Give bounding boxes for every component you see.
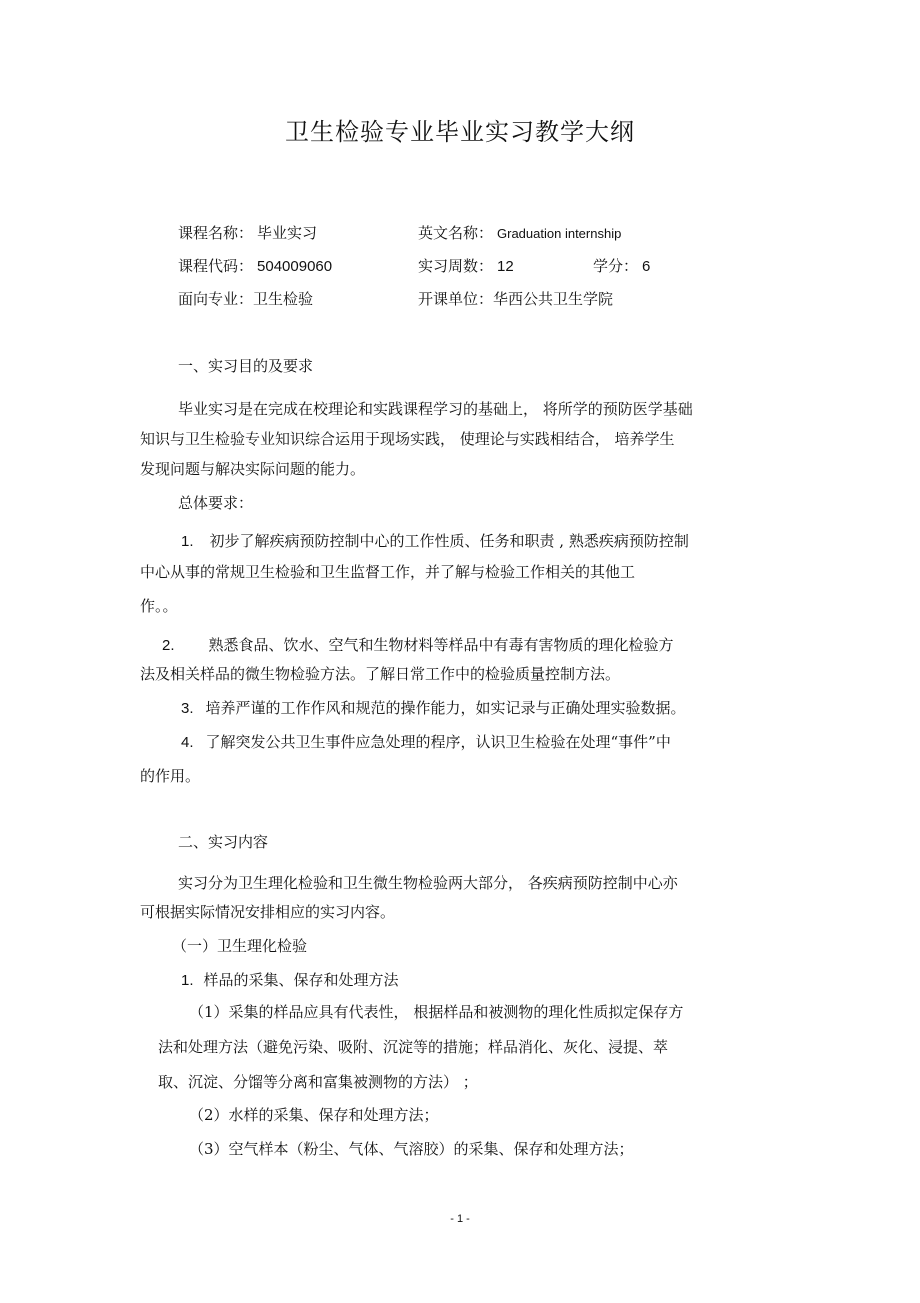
requirement-1-cont: 作。。 bbox=[140, 597, 178, 615]
requirement-2 bbox=[162, 634, 674, 655]
major-label: 面向专业： bbox=[178, 290, 254, 308]
content-paragraph: （1）采集的样品应具有代表性， 根据样品和被测物的理化性质拟定保存方 bbox=[189, 1003, 684, 1021]
offering-department bbox=[418, 288, 613, 309]
requirement-3 bbox=[181, 697, 686, 718]
internship-weeks bbox=[418, 255, 514, 276]
weeks-value: 12 bbox=[497, 258, 514, 275]
content-paragraph: （3）空气样本（粉尘、气体、气溶胶）的采集、保存和处理方法； bbox=[189, 1140, 634, 1158]
section1-intro-line: 毕业实习是在完成在校理论和实践课程学习的基础上， 将所学的预防医学基础 bbox=[178, 400, 693, 418]
major-value: 卫生检验 bbox=[253, 290, 314, 308]
content-paragraph: （2）水样的采集、保存和处理方法； bbox=[189, 1106, 439, 1124]
section1-intro-line: 发现问题与解决实际问题的能力。 bbox=[140, 460, 366, 478]
english-name-label: 英文名称： bbox=[418, 224, 494, 242]
requirement-4 bbox=[181, 731, 671, 752]
course-code bbox=[178, 255, 332, 276]
course-name-label: 课程名称： bbox=[178, 224, 254, 242]
requirement-text: 培养严谨的工作作风和规范的操作能力，如实记录与正确处理实验数据。 bbox=[205, 699, 686, 717]
content-item-1 bbox=[181, 969, 399, 990]
document-title: 卫生检验专业毕业实习教学大纲 bbox=[285, 118, 635, 146]
section1-intro-line: 知识与卫生检验专业知识综合运用于现场实践， 使理论与实践相结合， 培养学生 bbox=[140, 430, 675, 448]
weeks-label: 实习周数： bbox=[418, 257, 494, 275]
requirement-number: 4. bbox=[181, 734, 194, 751]
requirement-text: 初步了解疾病预防控制中心的工作性质、任务和职责 , 熟悉疾病预防控制 bbox=[209, 532, 689, 550]
course-code-label: 课程代码： bbox=[178, 257, 254, 275]
credits-value: 6 bbox=[642, 258, 651, 275]
requirement-4-cont: 的作用。 bbox=[140, 767, 201, 785]
course-name-value: 毕业实习 bbox=[257, 224, 318, 242]
requirement-text: 熟悉食品、饮水、空气和生物材料等样品中有毒有害物质的理化检验方 bbox=[208, 636, 674, 654]
subsection-heading: （一）卫生理化检验 bbox=[172, 937, 308, 955]
target-major bbox=[178, 288, 313, 309]
overall-requirements-label: 总体要求： bbox=[178, 494, 254, 512]
requirement-2-cont: 法及相关样品的微生物检验方法。了解日常工作中的检验质量控制方法。 bbox=[140, 665, 621, 683]
section2-heading: 二、实习内容 bbox=[178, 833, 269, 851]
section2-intro-line: 可根据实际情况安排相应的实习内容。 bbox=[140, 903, 396, 921]
item-text: 样品的采集、保存和处理方法 bbox=[203, 971, 399, 989]
requirement-number: 1. bbox=[181, 533, 194, 550]
item-number: 1. bbox=[181, 972, 194, 989]
content-paragraph-cont: 取、沉淀、分馏等分离和富集被测物的方法） ； bbox=[158, 1073, 478, 1091]
section2-intro-line: 实习分为卫生理化检验和卫生微生物检验两大部分， 各疾病预防控制中心亦 bbox=[178, 874, 678, 892]
course-name bbox=[178, 222, 317, 243]
english-name bbox=[418, 222, 621, 243]
credits-label: 学分： bbox=[593, 257, 639, 275]
section1-heading: 一、实习目的及要求 bbox=[178, 357, 314, 375]
english-name-value: Graduation internship bbox=[497, 226, 622, 241]
content-paragraph-cont: 法和处理方法（避免污染、吸附、沉淀等的措施；样品消化、灰化、浸提、萃 bbox=[158, 1038, 669, 1056]
page-number: - 1 - bbox=[450, 1213, 470, 1225]
requirement-1-cont: 中心从事的常规卫生检验和卫生监督工作，并了解与检验工作相关的其他工 bbox=[140, 563, 636, 581]
course-code-value: 504009060 bbox=[257, 258, 333, 275]
dept-label: 开课单位： bbox=[418, 290, 494, 308]
requirement-number: 3. bbox=[181, 700, 194, 717]
requirement-1 bbox=[181, 530, 689, 551]
requirement-text: 了解突发公共卫生事件应急处理的程序，认识卫生检验在处理“事件”中 bbox=[205, 733, 671, 751]
requirement-number: 2. bbox=[162, 637, 175, 654]
credits bbox=[593, 255, 650, 276]
dept-value: 华西公共卫生学院 bbox=[493, 290, 614, 308]
